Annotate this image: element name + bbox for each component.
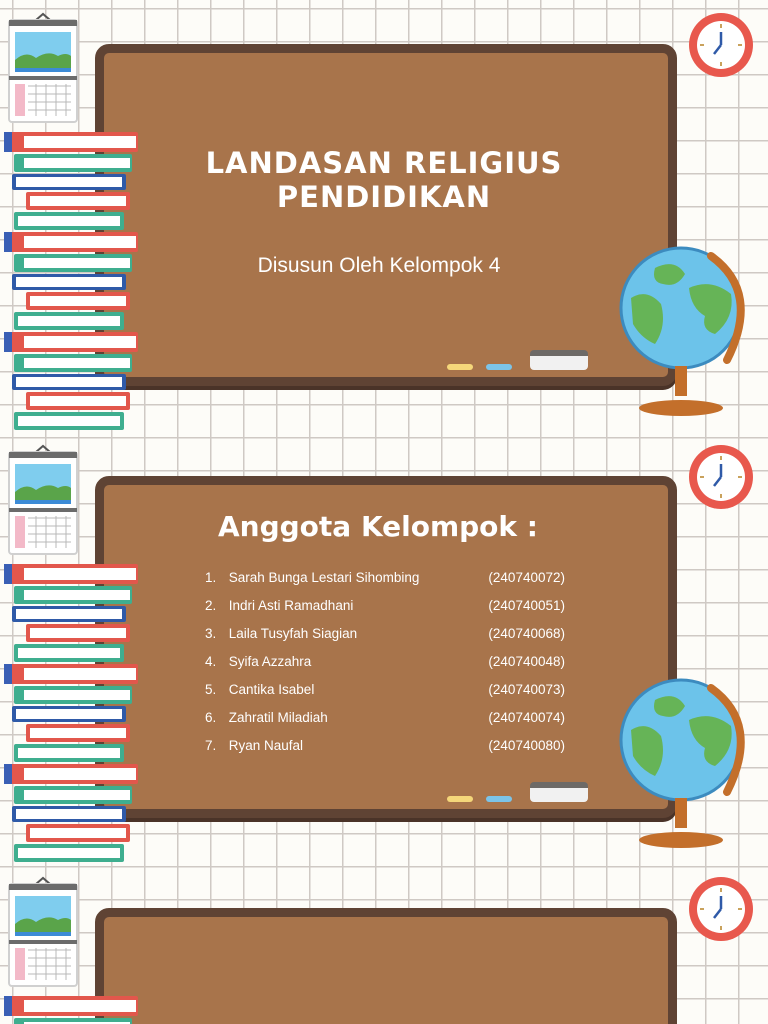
member-name: Cantika Isabel: [228, 682, 315, 697]
member-nim: (240740068): [488, 626, 565, 641]
eraser-icon: [530, 350, 588, 370]
member-number: 3.: [205, 626, 217, 641]
books-stack-icon: [0, 128, 145, 432]
member-nim: (240740051): [488, 598, 565, 613]
chalk-yellow-icon: [447, 796, 473, 802]
calendar-icon: [6, 12, 80, 124]
calendar-icon: [6, 444, 80, 556]
members-heading: Anggota Kelompok :: [217, 510, 538, 543]
member-number: 7.: [205, 738, 217, 753]
slide-title-line2: PENDIDIKAN: [276, 180, 492, 214]
clock-icon: [686, 10, 756, 80]
books-stack-icon: [0, 992, 145, 1024]
chalk-blue-icon: [486, 364, 512, 370]
list-item: [195, 650, 575, 678]
member-nim: (240740073): [488, 682, 565, 697]
member-nim: (240740074): [488, 710, 565, 725]
member-number: 5.: [205, 682, 217, 697]
list-item: [195, 734, 575, 762]
member-name: Zahratil Miladiah: [228, 710, 328, 725]
member-name: Syifa Azzahra: [228, 654, 312, 669]
list-item: [195, 706, 575, 734]
member-name: Ryan Naufal: [228, 738, 304, 753]
chalk-yellow-icon: [447, 364, 473, 370]
books-stack-icon: [0, 560, 145, 864]
list-item: [195, 622, 575, 650]
member-nim: (240740048): [488, 654, 565, 669]
list-item: [195, 678, 575, 706]
member-number: 1.: [205, 570, 217, 585]
clock-icon: [686, 874, 756, 944]
member-number: 4.: [205, 654, 217, 669]
slide-title: [0, 0, 768, 432]
slide-title-line1: LANDASAN RELIGIUS: [205, 146, 563, 180]
member-number: 2.: [205, 598, 217, 613]
member-name: Indri Asti Ramadhani: [228, 598, 354, 613]
eraser-icon: [530, 782, 588, 802]
slide-next: [0, 864, 768, 1024]
list-item: [195, 566, 575, 594]
member-name: Laila Tusyfah Siagian: [228, 626, 358, 641]
list-item: [195, 594, 575, 622]
calendar-icon: [6, 876, 80, 988]
member-nim: (240740080): [488, 738, 565, 753]
member-number: 6.: [205, 710, 217, 725]
chalkboard: [95, 44, 677, 386]
members-list: [195, 566, 575, 762]
chalk-blue-icon: [486, 796, 512, 802]
member-name: Sarah Bunga Lestari Sihombing: [228, 570, 420, 585]
chalkboard: [95, 908, 677, 1024]
member-nim: (240740072): [488, 570, 565, 585]
globe-icon: [615, 670, 755, 852]
slide-subtitle: Disusun Oleh Kelompok 4: [257, 254, 501, 277]
globe-icon: [615, 238, 755, 420]
clock-icon: [686, 442, 756, 512]
